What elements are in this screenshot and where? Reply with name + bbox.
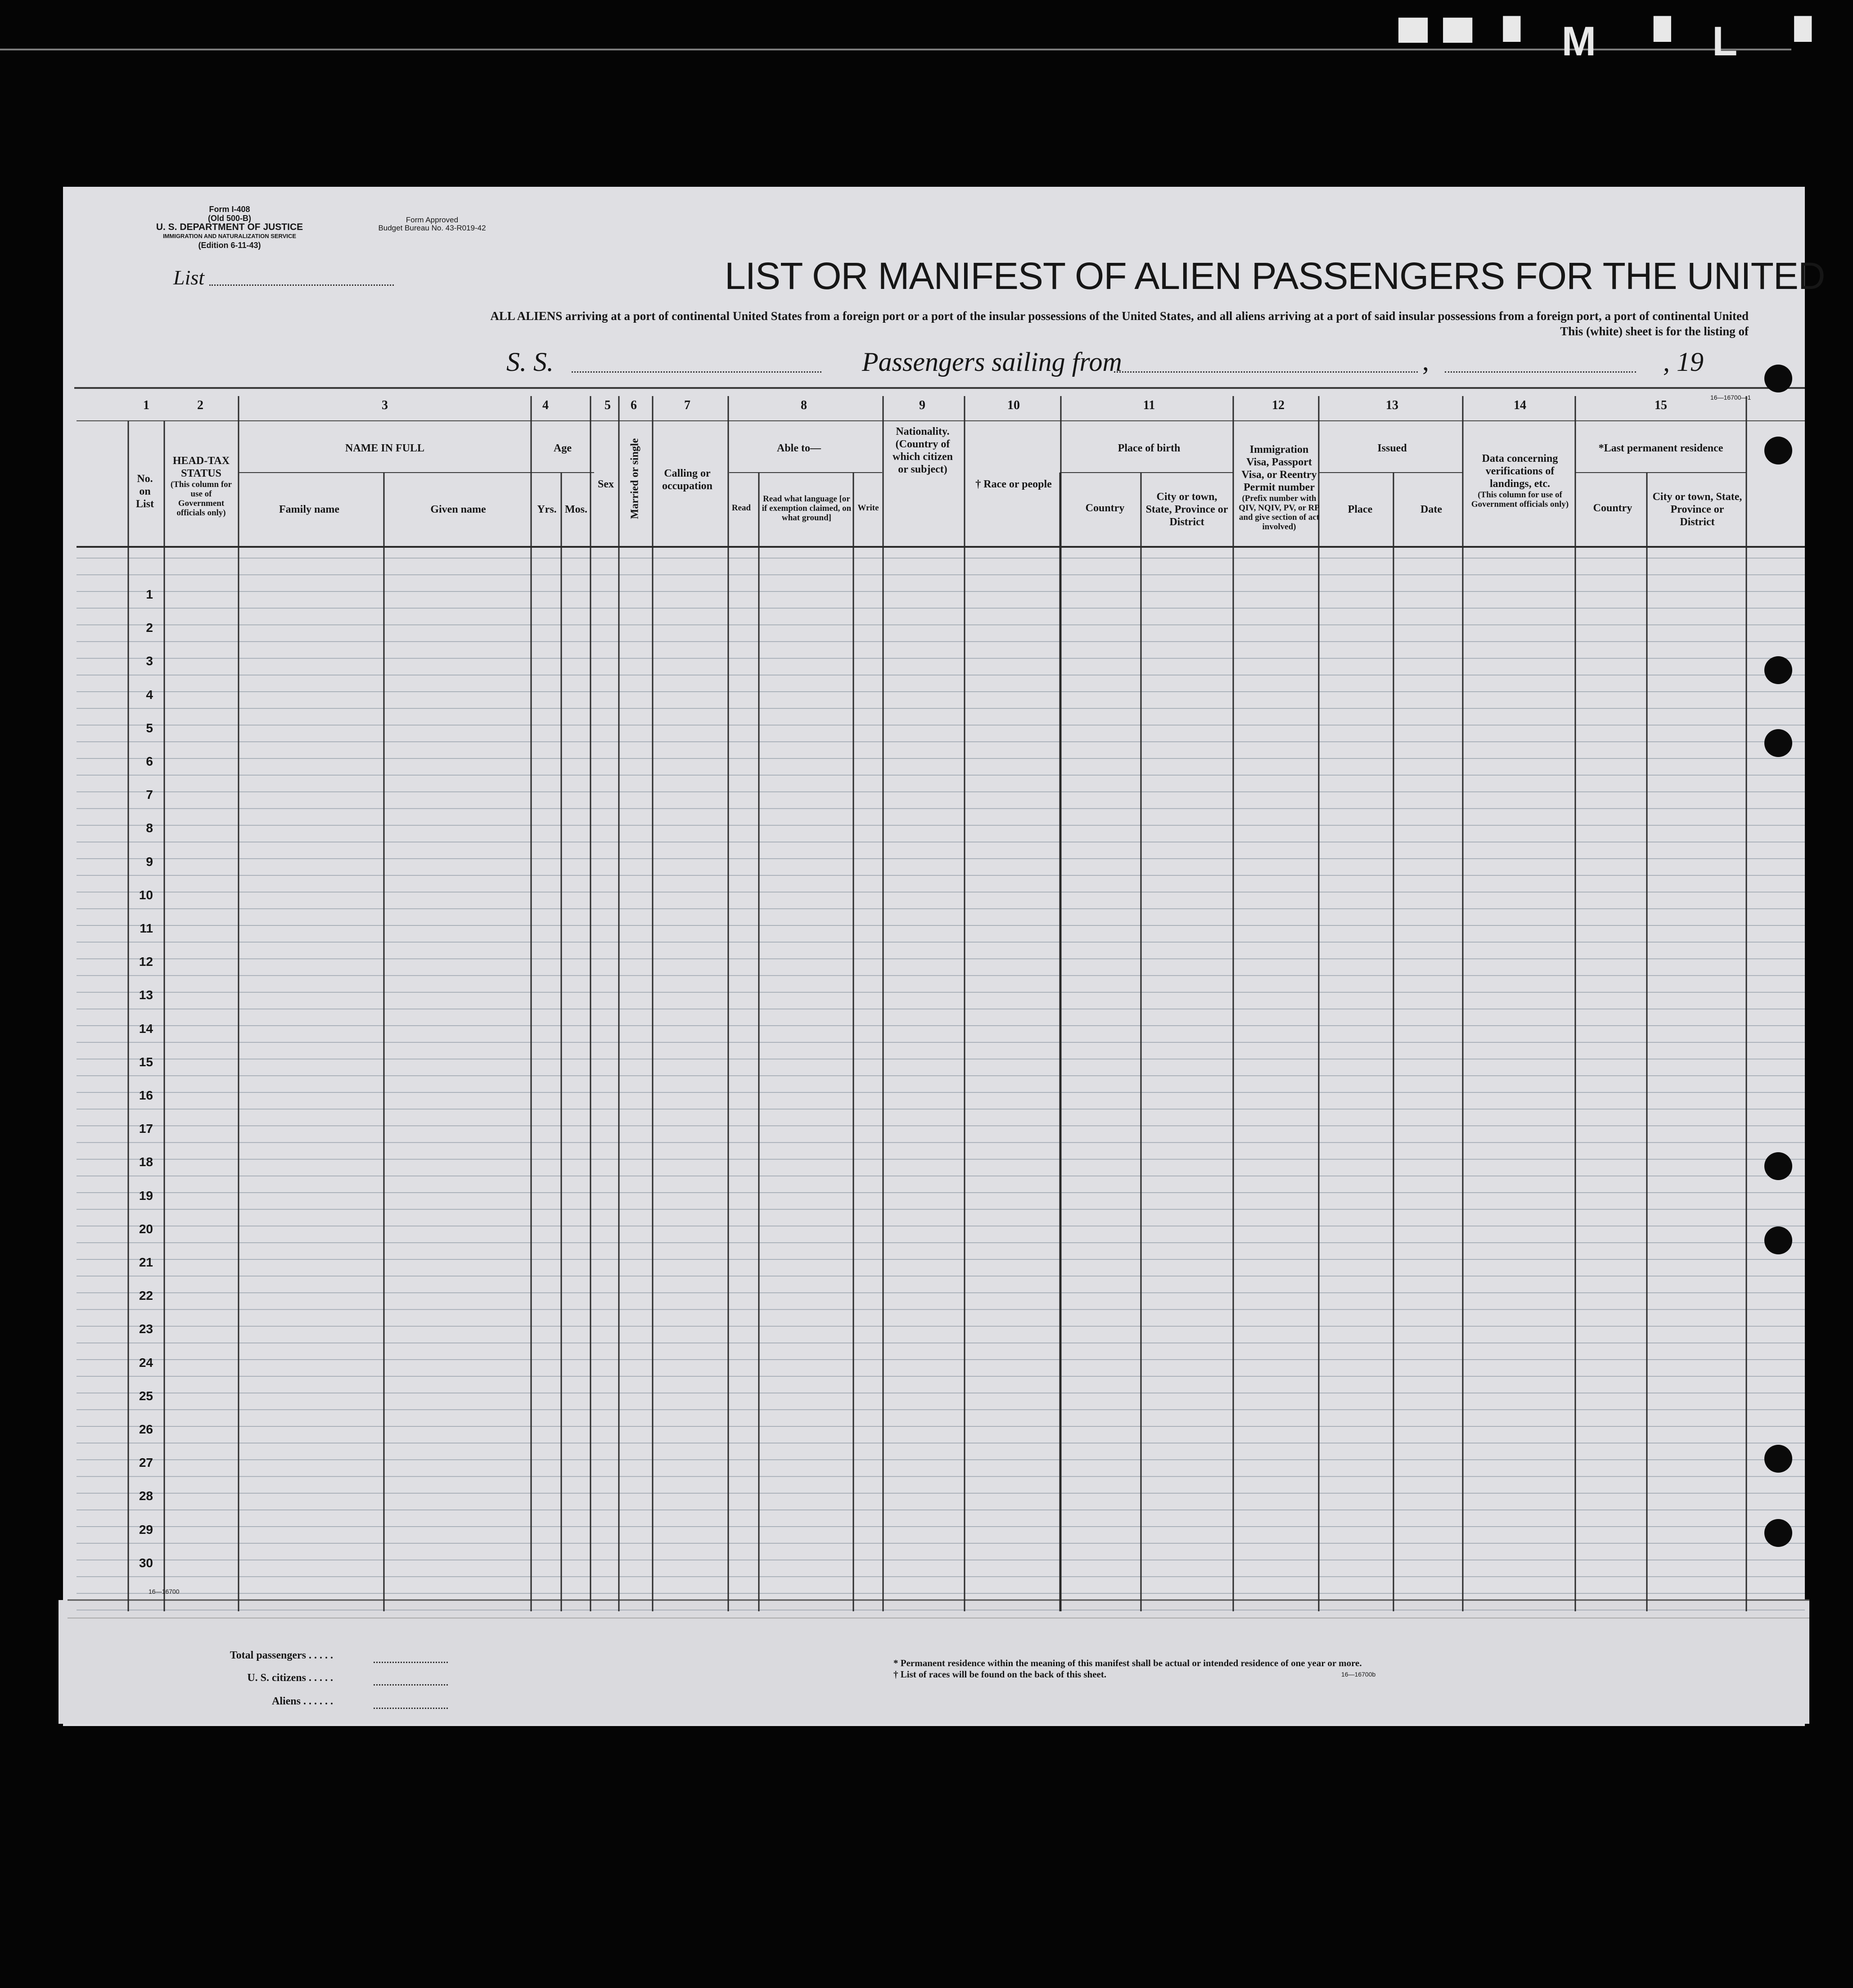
column-number: 1 <box>143 398 149 412</box>
row-number: 28 <box>139 1489 153 1503</box>
header-able-to: Able to— <box>777 442 821 454</box>
header-head-tax <box>167 455 235 518</box>
header-nationality: Nationality. (Country of which citizen or subject) <box>893 426 953 475</box>
header-family-name: Family name <box>279 504 339 515</box>
header-issued: Issued <box>1377 442 1407 454</box>
header-issued-place: Place <box>1348 504 1373 515</box>
header-read: Read <box>731 503 751 513</box>
header-yrs: Yrs. <box>537 504 557 515</box>
punch-hole <box>1764 729 1792 757</box>
column-number: 14 <box>1514 398 1526 412</box>
row-number: 15 <box>139 1055 153 1069</box>
ship-label: S. S. <box>506 347 554 377</box>
row-number: 9 <box>146 854 153 869</box>
header-mos: Mos. <box>565 504 587 515</box>
column-number: 5 <box>604 398 611 412</box>
column-number: 4 <box>542 398 549 412</box>
punch-hole <box>1764 365 1792 392</box>
header-issued-date: Date <box>1420 504 1442 515</box>
punch-hole <box>1764 437 1792 464</box>
footnote-permanent-residence: * Permanent residence within the meaning of this manifest shall be actual or intended residence of one year or more. <box>893 1658 1362 1668</box>
header-given-name: Given name <box>430 504 486 515</box>
header-age: Age <box>554 442 572 454</box>
column-number: 12 <box>1272 398 1285 412</box>
row-number: 5 <box>146 721 153 735</box>
row-number: 19 <box>139 1188 153 1203</box>
header-birth-city: City or town, State, Province or District <box>1145 491 1228 528</box>
header-married-or-single: Married or single <box>629 438 641 519</box>
row-number: 23 <box>139 1322 153 1336</box>
print-code-left: 16—16700 <box>149 1588 180 1595</box>
row-number: 22 <box>139 1289 153 1303</box>
row-number: 26 <box>139 1422 153 1436</box>
row-number: 24 <box>139 1355 153 1370</box>
column-number: 7 <box>684 398 690 412</box>
row-number: 30 <box>139 1555 153 1570</box>
budget-bureau-number: Budget Bureau No. 43-R019-42 <box>378 224 486 232</box>
header-visa-title: Immigration Visa, Passport Visa, or Reentry Permit number <box>1241 444 1317 493</box>
header-race: † Race or people <box>975 478 1052 490</box>
row-number: 14 <box>139 1021 153 1036</box>
us-citizens-line <box>374 1684 448 1686</box>
intro-line-2: This (white) sheet is for the listing of <box>1560 325 1749 338</box>
row-number: 29 <box>139 1522 153 1537</box>
page-title: LIST OR MANIFEST OF ALIEN PASSENGERS FOR THE UNITED <box>725 255 1825 297</box>
column-number: 6 <box>631 398 637 412</box>
column-number: 3 <box>382 398 388 412</box>
form-service: IMMIGRATION AND NATURALIZATION SERVICE <box>162 233 297 239</box>
header-data-concerning <box>1470 452 1569 509</box>
row-number: 1 <box>146 587 153 601</box>
punch-hole <box>1764 656 1792 684</box>
row-number: 6 <box>146 754 153 768</box>
row-number: 13 <box>139 988 153 1002</box>
print-code-right: 16—16700—1 <box>1710 394 1751 401</box>
row-number: 7 <box>146 788 153 802</box>
row-number: 10 <box>139 888 153 902</box>
list-label: List <box>173 266 205 289</box>
form-approved-label: Form Approved <box>406 216 459 224</box>
us-citizens-label: U. S. citizens . . . . . <box>247 1672 333 1684</box>
row-number: 27 <box>139 1456 153 1470</box>
row-number: 21 <box>139 1255 153 1269</box>
punch-hole <box>1764 1519 1792 1547</box>
form-old-number: (Old 500-B) <box>207 214 251 223</box>
total-passengers-line <box>374 1662 448 1663</box>
row-number: 20 <box>139 1222 153 1236</box>
row-number: 11 <box>140 921 153 935</box>
footnote-races: † List of races will be found on the back of this sheet. <box>893 1669 1107 1680</box>
footnote-code: 16—16700b <box>1341 1671 1376 1678</box>
header-calling: Calling or occupation <box>662 468 712 492</box>
column-number: 13 <box>1386 398 1398 412</box>
column-number: 11 <box>1143 398 1155 412</box>
header-residence-city: City or town, State, Province or District <box>1652 491 1742 528</box>
row-number: 8 <box>146 821 153 835</box>
row-number: 16 <box>139 1088 153 1102</box>
header-read-what-language: Read what language [or if exemption claimed, on what ground] <box>762 494 852 523</box>
header-data-concerning-note: (This column for use of Government officials only) <box>1471 490 1569 509</box>
punch-hole <box>1764 1226 1792 1254</box>
punch-hole <box>1764 1445 1792 1473</box>
header-head-tax-title: HEAD-TAX STATUS <box>172 455 230 479</box>
aliens-label: Aliens . . . . . . <box>271 1695 333 1707</box>
header-data-concerning-title: Data concerning verifications of landings, etc. <box>1482 453 1558 490</box>
header-name-in-full: NAME IN FULL <box>345 442 424 454</box>
total-passengers-label: Total passengers . . . . . <box>230 1650 333 1661</box>
year-label: , 19 <box>1663 347 1704 377</box>
form-number: Form I-408 <box>209 205 250 214</box>
form-edition: (Edition 6-11-43) <box>198 241 261 250</box>
row-number: 3 <box>146 654 153 668</box>
intro-line-1: ALL ALIENS arriving at a port of continental United States from a foreign port or a port of the insular possessions of the United States, and all aliens arriving at a port of said insular possessions from a foreign port, a port of continental United <box>490 309 1749 323</box>
sailing-comma: , <box>1422 346 1429 376</box>
column-number: 8 <box>801 398 807 412</box>
form-department: U. S. DEPARTMENT OF JUSTICE <box>156 222 303 232</box>
row-number: 25 <box>139 1388 153 1403</box>
column-number: 9 <box>919 398 925 412</box>
header-place-of-birth: Place of birth <box>1118 442 1181 454</box>
header-last-residence: *Last permanent residence <box>1598 442 1723 454</box>
header-birth-country: Country <box>1085 502 1125 514</box>
header-sex: Sex <box>598 478 614 490</box>
header-residence-country: Country <box>1593 502 1632 514</box>
row-number: 12 <box>139 955 153 969</box>
row-number: 17 <box>139 1122 153 1136</box>
header-visa <box>1239 443 1320 532</box>
aliens-line <box>374 1708 448 1709</box>
row-number: 4 <box>146 687 153 702</box>
column-number: 10 <box>1007 398 1020 412</box>
column-number: 2 <box>197 398 203 412</box>
header-visa-note: (Prefix number with QIV, NQIV, PV, or RP and give section of act involved) <box>1239 494 1320 532</box>
sailing-from-label: Passengers sailing from <box>862 347 1122 377</box>
header-no-on-list: No. on List <box>135 473 154 510</box>
punch-hole <box>1764 1152 1792 1180</box>
header-write: Write <box>857 503 879 513</box>
row-number: 18 <box>139 1155 153 1169</box>
film-frame-marks: ▀▀▝ M ▝ L ▝ <box>1398 18 1826 64</box>
row-number: 2 <box>146 621 153 635</box>
header-head-tax-note: (This column for use of Government officials only) <box>170 480 232 518</box>
column-number: 15 <box>1655 398 1667 412</box>
